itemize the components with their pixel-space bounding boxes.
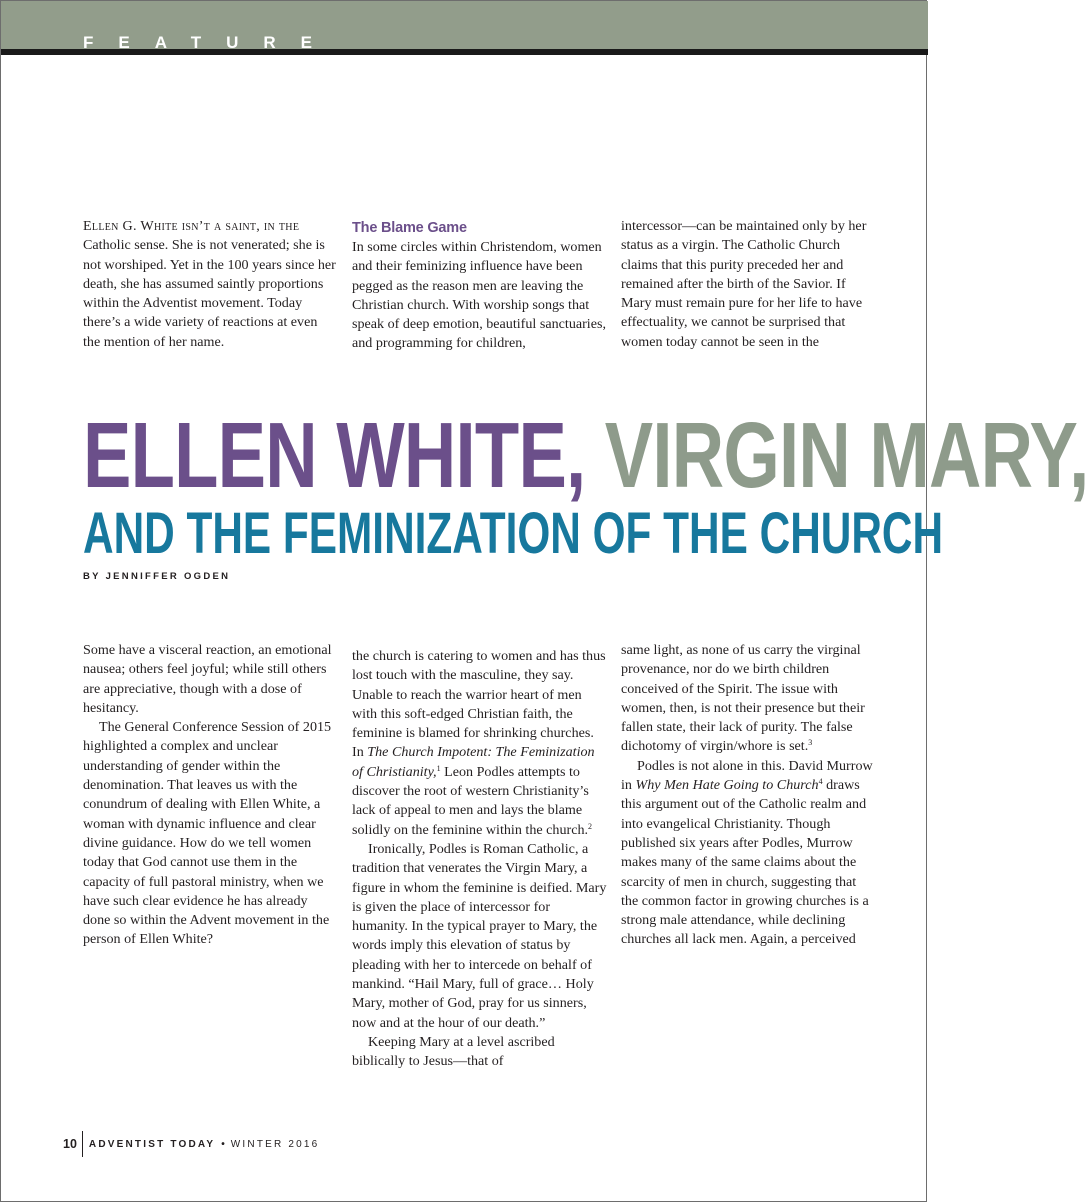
top-column-2 [352,219,607,354]
top-column-3 [621,217,876,352]
paragraph [621,641,876,757]
book-title: The Church Impotent: The Feminization of Christianity, [352,744,595,780]
footnote-ref: 1 [436,763,441,773]
page-number: 10 [63,1137,77,1151]
bullet-separator: • [221,1138,225,1150]
top-column-1 [83,217,338,352]
footnote-ref: 4 [818,777,823,787]
paragraph [352,647,607,840]
body-column-2 [352,647,607,1072]
paragraph: Ironically, Podles is Roman Catholic, a tradition that venerates the Virgin Mary, a figure in whom the feminine is deified. Mary is given the place of intercessor for humanity. In the typical prayer to Mary, the words imply this elevation of status by pleading with her to intercede on behalf of mankind. “Hail Mary, full of grace… Holy Mary, mother of God, pray for us sinners, now and at the hour of our death.” [352,840,607,1031]
text-run: Leon Podles attempts to discover the root of western Christianity’s lack of appeal to men and lays the blame solidly on the feminine within the church. [352,763,589,838]
body-column-3 [621,641,876,950]
headline-line-1 [83,403,1089,507]
paragraph: intercessor—can be maintained only by her status as a virgin. The Catholic Church claims that this purity preceded her and remained after the birth of the Savior. If Mary must remain pure for her life to have effectuality, we cannot be surprised that women today cannot be seen in the [621,218,867,350]
lead-in: Ellen G. White isn’t a saint, in the [83,218,300,234]
issue-label: WINTER 2016 [230,1138,320,1150]
footnote-ref: 2 [588,821,593,831]
publication-name: ADVENTIST TODAY [88,1138,216,1150]
body-column-1 [83,641,338,950]
byline: BY JENNIFFER OGDEN [83,571,231,582]
paragraph [621,757,876,950]
headline-ellen-white: ELLEN WHITE, [83,403,586,507]
paragraph: In some circles within Christendom, women and their feminizing influence have been pegged as the reason men are leaving the Christian church. With worship songs that speak of deep emotion, beautiful sanctuaries, and programming for children, [352,239,606,352]
footer-divider [82,1131,83,1157]
text-run: Podles is not alone in this. David Murrow in [621,757,873,794]
text-run: In [352,744,364,761]
footnote-ref: 3 [808,738,813,748]
book-title: Why Men Hate Going to Church [635,777,819,794]
intro-text: Catholic sense. She is not venerated; she is not worshiped. Yet in the 100 years since her death, she has assumed saintly proportions within the Adventist movement. Today there’s a wide variety of reactions at even the mention of her name. [83,237,336,350]
text-run: same light, as none of us carry the virginal provenance, nor do we birth children conceived of the Spirit. The issue with women, then, is not their presence but their fallen state, their lack of purity. The false dichotomy of virgin/whore is set. [621,642,865,755]
section-label: FEATURE [83,33,338,52]
paragraph: The General Conference Session of 2015 highlighted a complex and unclear understanding of gender within the denomination. That leaves us with the conundrum of dealing with Ellen White, a woman with dynamic influence and clear divine guidance. How do we tell women today that God cannot use them in the capacity of full pastoral ministry, when we have such clear evidence he has already done so within the Advent movement in the person of Ellen White? [83,719,332,948]
paragraph: Keeping Mary at a level ascribed biblically to Jesus—that of [352,1033,555,1070]
page-footer [63,1131,319,1157]
section-subhead: The Blame Game [352,220,467,236]
headline-line-2: AND THE FEMINIZATION OF THE CHURCH [83,501,944,566]
paragraph: Some have a visceral reaction, an emotional nausea; others feel joyful; while still others are appreciative, though with a dose of hesitancy. [83,642,332,716]
text-run: the church is catering to women and has thus lost touch with the masculine, they say. Unable to reach the warrior heart of men with this soft-edged Christian faith, the feminine is blamed for shrinking churches. [352,648,606,742]
headline-virgin-mary: VIRGIN MARY, [604,403,1089,507]
text-run: draws this argument out of the Catholic realm and into evangelical Christianity. Though published six years after Podles, Murrow makes many of the same claims about the scarcity of men in church, suggesting that the common factor in growing churches is a strong male attendance, while declining churches all lack men. Again, a perceived [621,777,869,948]
